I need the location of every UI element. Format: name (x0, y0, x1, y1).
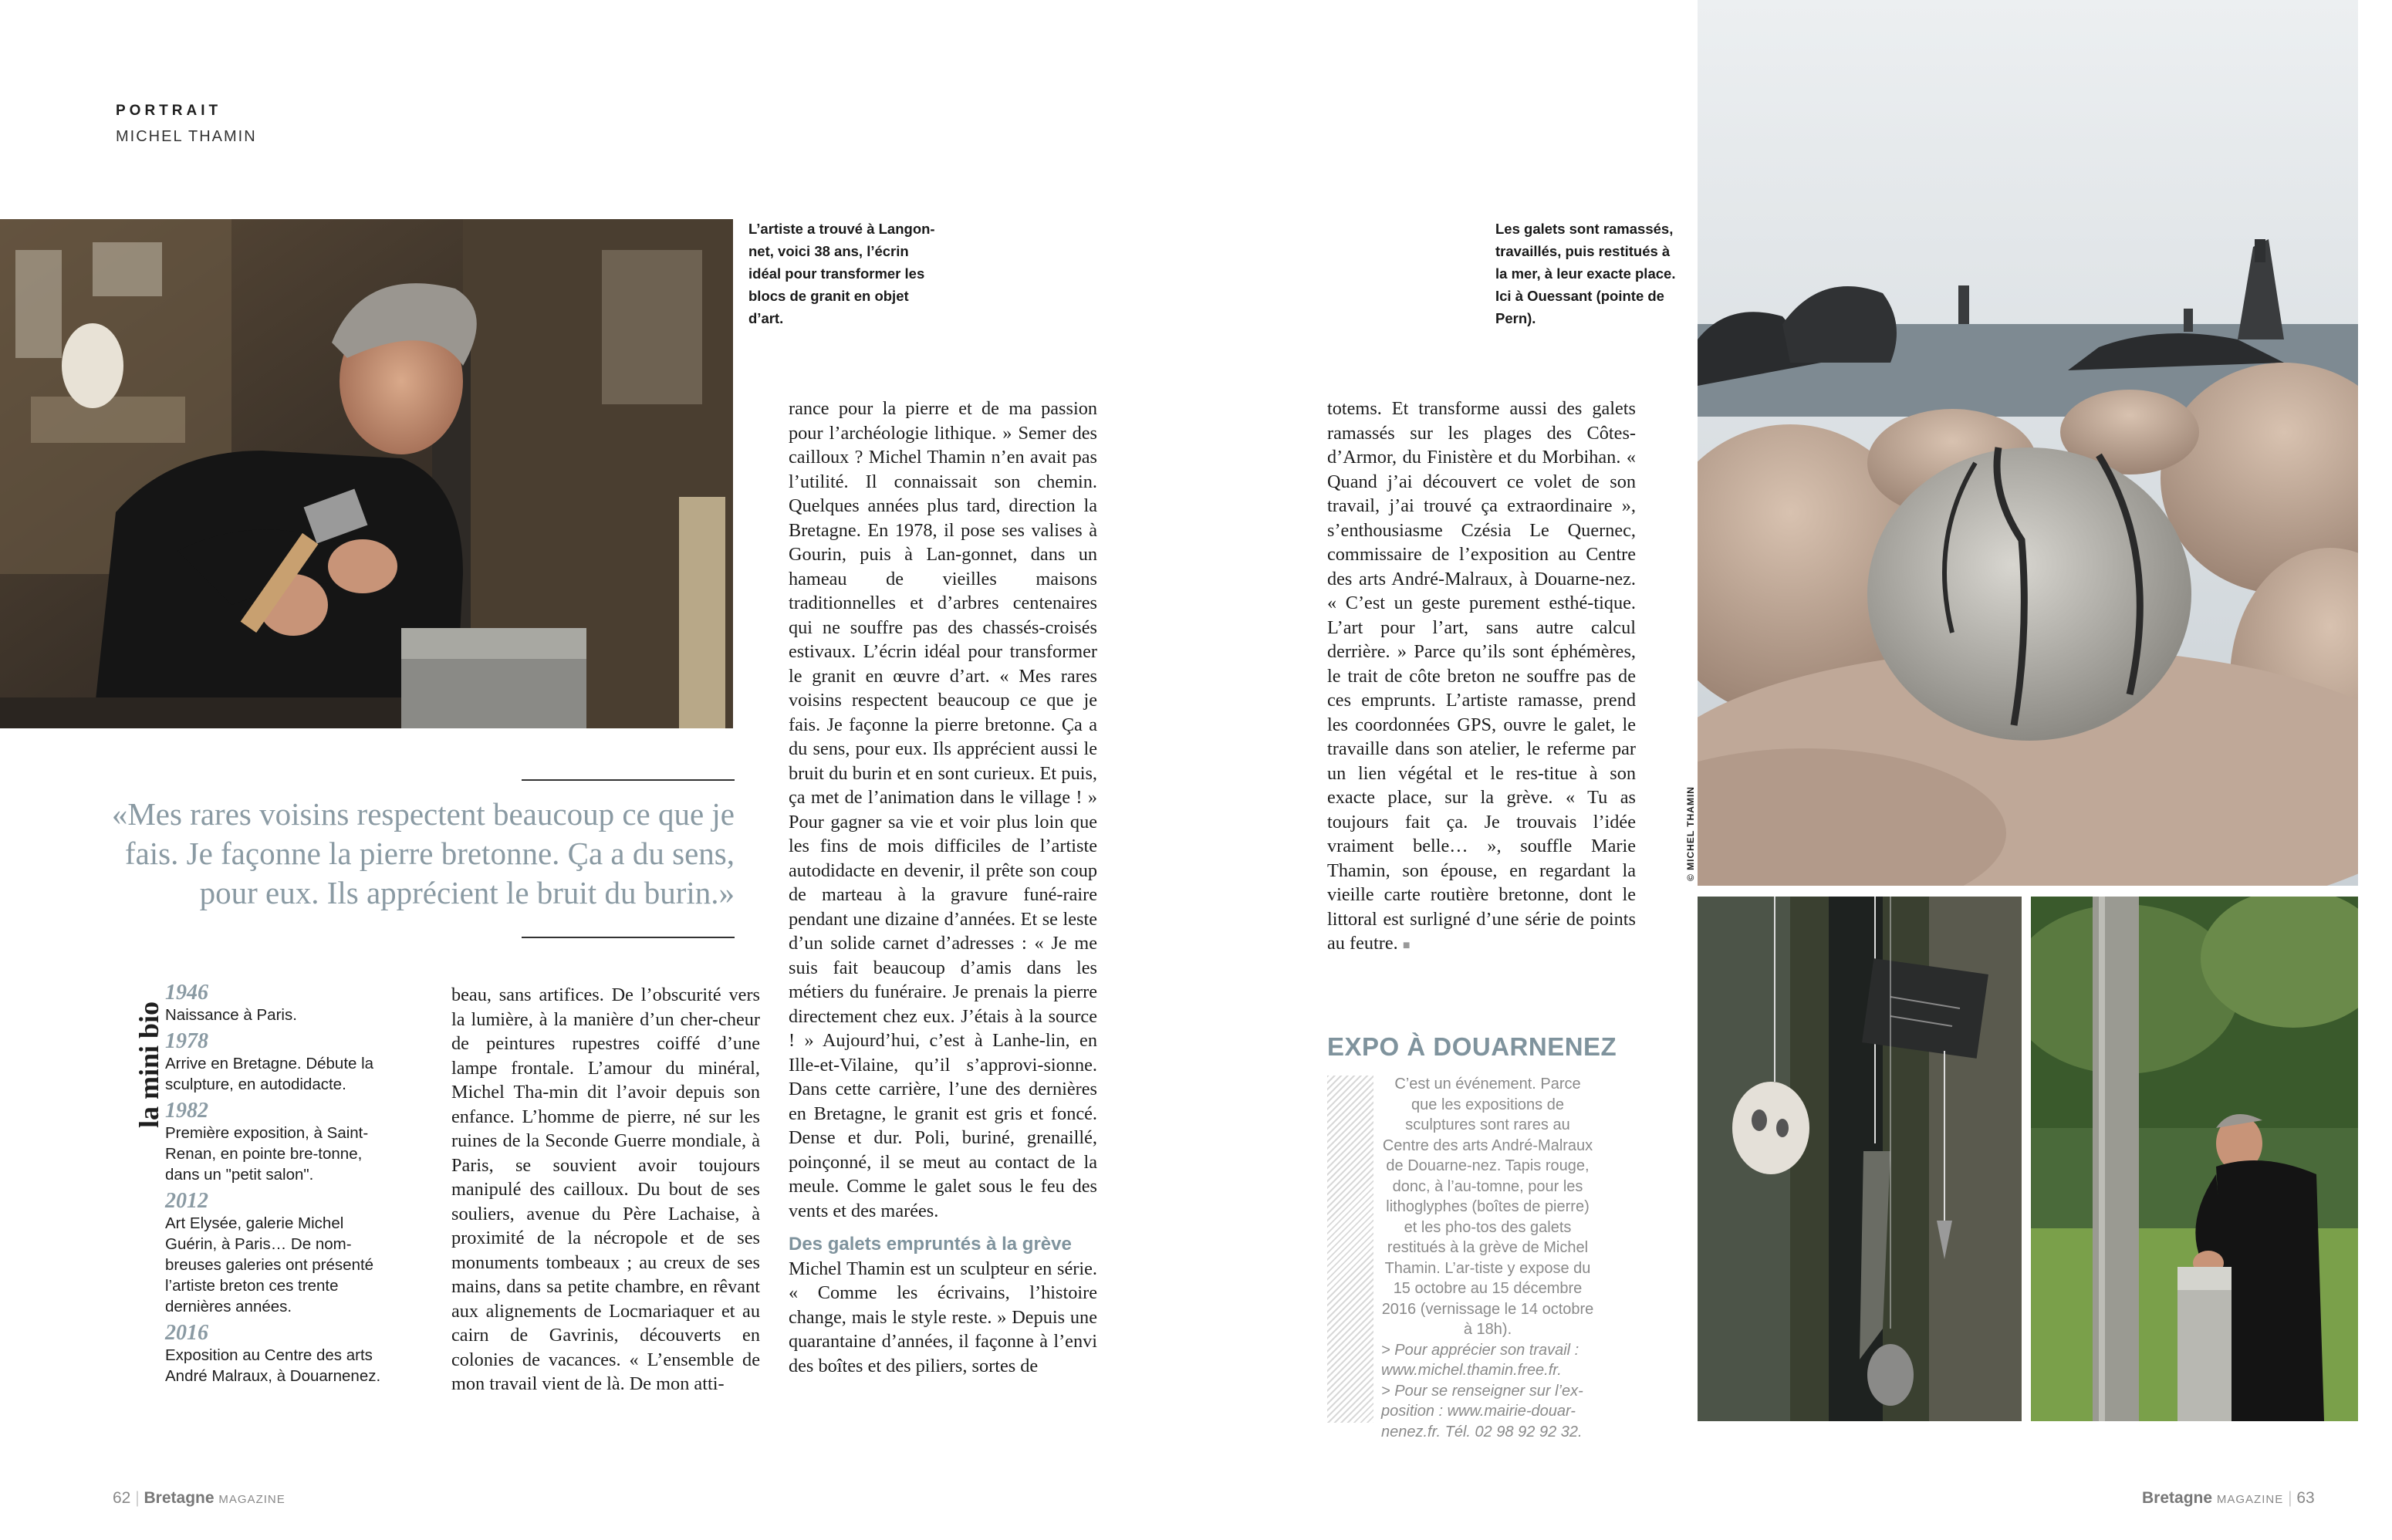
pullquote: «Mes rares voisins respectent beaucoup ce que je fais. Je façonne la pierre bretonne. Ça a du sens, pour eux. Ils apprécient le bruit du burin.» (111, 796, 735, 910)
pullquote-rule-top (522, 779, 735, 781)
photo-hanging-stones (1698, 897, 2022, 1421)
article-paragraph: beau, sans artifices. De l’obscurité vers la lumière, à la manière d’un cher-cheur de peintures rupestres coiffé d’une lampe frontale. L’amour du minéral, Michel Tha-min dit l’avoir depuis son enfance. L’homme de pierre, né sur les ruines de la Seconde Guerre mondiale, à Paris, se souvient avoir toujours manipulé des cailloux. Du bout de ses souliers, avenue du Père Lachaise, à proximité de la nécropole et de ses monuments tombeaux ; au creux de ses mains, dans sa petite chambre, en rêvant aux alignements de Locmariaquer et au cairn de Gavrinis, découverts en colonies de vacances. « L’ensemble de mon travail vient de là. De mon atti- (451, 984, 760, 1394)
article-paragraph: Michel Thamin est un sculpteur en série. « Comme les écrivains, l’histoire change, mais le style reste. » Depuis une quarantaine d’années, il façonne à l’envi des boîtes et des piliers, sortes de (789, 1258, 1097, 1376)
folio-left (113, 1489, 285, 1508)
expo-title: EXPO À DOUARNENEZ (1327, 1032, 1617, 1061)
magazine-label: MAGAZINE (218, 1493, 285, 1506)
photo-credit: © MICHEL THAMIN (1685, 786, 1696, 881)
minibio-year: 1982 (165, 1099, 208, 1123)
minibio-year: 2016 (165, 1321, 208, 1345)
end-mark-icon: ■ (1402, 939, 1411, 952)
folio-separator: | (2288, 1489, 2292, 1507)
page-number: 62 (113, 1489, 131, 1507)
minibio-text: Naissance à Paris. (165, 1006, 297, 1024)
magazine-brand: Bretagne (2142, 1489, 2213, 1507)
photo-pebble-ouessant (1698, 0, 2358, 886)
article-paragraph (1327, 397, 1636, 958)
expo-description: C’est un événement. Parce que les expositions de sculptures sont rares au Centre des arts André-Malraux de Douarne-nez. Tapis rouge, donc, à l’au-tomne, pour les lithoglyphes (boîtes de pierre) et les pho-tos des galets restitués à la grève de Michel Thamin. L’ar-tiste y expose du 15 octobre au 15 décembre 2016 (vernissage le 14 octobre à 18h). (1381, 1076, 1594, 1338)
minibio-text: Première exposition, à Saint-Renan, en pointe bre-tonne, dans un "petit salon". (165, 1124, 369, 1184)
minibio-year: 1946 (165, 981, 208, 1005)
caption-workshop: L’artiste a trouvé à Langon-net, voici 38 ans, l’écrin idéal pour transformer les blocs de granit en objet d’art. (748, 221, 935, 326)
photo-sculptor-workshop (0, 219, 733, 728)
caption-pebbles: Les galets sont ramassés, travaillés, puis restitués à la mer, à leur exacte place. Ici à Ouessant (pointe de Pern). (1495, 221, 1676, 326)
article-column-1 (451, 983, 760, 1396)
folio-separator: | (135, 1489, 140, 1507)
magazine-label: MAGAZINE (2216, 1493, 2284, 1506)
minibio-year: 2012 (165, 1189, 208, 1213)
article-text: totems. Et transforme aussi des galets ramassés sur les plages des Côtes-d’Armor, du Finistère et du Morbihan. « Quand j’ai découvert ce volet de son travail, j’ai trouvé ça extraordinaire », s’enthousiasme Czésia Le Quernec, commissaire de l’exposition au Centre des arts André-Malraux, à Douarne-nez. « C’est un geste purement esthé-tique. L’art pour l’art, sans autre calcul derrière. » Parce qu’ils sont éphémères, le trait de côte breton ne souffre pas de ces emprunts. L’artiste ramasse, prend les coordonnées GPS, ouvre le galet, le travaille dans son atelier, le referme par un lien végétal et le res-titue à son exacte place, sur la grève. « Tu as toujours fait ça. Je trouvais l’idée vraiment belle… », souffle Marie Thamin, son épouse, en regardant la vieille carte routière bretonne, dont le littoral est surligné d’une série de points au feutre. (1327, 398, 1636, 954)
minibio-year: 1978 (165, 1029, 208, 1053)
magazine-brand: Bretagne (144, 1489, 215, 1507)
rubric-label: PORTRAIT (116, 103, 222, 119)
minibio-list (165, 981, 389, 1391)
folio-right (2142, 1489, 2315, 1508)
article-paragraph: rance pour la pierre et de ma passion pour l’archéologie lithique. » Semer des cailloux ? Michel Thamin n’en avait pas l’utilité. Il connaissait son chemin. Quelques années plus tard, direction la Bretagne. En 1978, il pose ses valises à Gourin, puis à Lan-gonnet, dans un hameau de vieilles maisons traditionnelles et d’arbres centenaires qui ne souffre pas des chassés-croisés estivaux. L’écrin idéal pour transformer le granit en œuvre d’art. « Mes rares voisins respectent beaucoup ce que je fais. Je façonne la pierre bretonne. Ça a du sens, pour eux. Ils apprécient aussi le bruit du burin et en sont curieux. Et puis, ça met de l’animation dans le village ! » Pour gagner sa vie et voir plus loin que les fins de mois difficiles de l’artiste autodidacte en devenir, il prête son coup de marteau à la gravure funé-raire pendant une dizaine d’années. Et se leste d’un solide carnet d’adresses : « Je me suis fait beaucoup d’amis dans les métiers du funéraire. Je prenais la pierre directement chez eux. J’étais à la source ! » Aujourd’hui, c’est à Lanhe-lin, en Ille-et-Vilaine, qu’il s’approvi-sionne. Dans cette carrière, l’une des dernières en Bretagne, le granit est gris et foncé. Dense et dur. Poli, buriné, grenaillé, poinçonné, il se meut au contact de la meule. Comme le galet sous le feu des vents et des marées. (789, 398, 1097, 1221)
expo-link-website[interactable]: > Pour apprécier son travail : www.michel.thamin.free.fr. (1381, 1341, 1579, 1379)
minibio-text: Exposition au Centre des arts André Malraux, à Douarnenez. (165, 1346, 381, 1385)
article-column-3 (1327, 397, 1636, 958)
article-subhead: Des galets empruntés à la grève (789, 1234, 1072, 1255)
page-number: 63 (2296, 1489, 2315, 1507)
expo-hatch-decoration (1327, 1076, 1373, 1423)
expo-box (1381, 1074, 1594, 1442)
minibio-text: Arrive en Bretagne. Débute la sculpture, en autodidacte. (165, 1055, 374, 1093)
article-column-2 (789, 397, 1097, 1378)
expo-link-mairie[interactable]: > Pour se renseigner sur l’ex-position : www.mairie-douar-nenez.fr. Tél. 02 98 92 92 32. (1381, 1382, 1583, 1440)
minibio-text: Art Elysée, galerie Michel Guérin, à Paris… De nom-breuses galeries ont présenté l’artiste breton ces trente dernières années. (165, 1214, 374, 1315)
photo-sculptor-pillar (2031, 897, 2358, 1421)
pullquote-rule-bottom (522, 937, 735, 938)
minibio-title: la mini bio (133, 1001, 164, 1128)
portrait-subject: MICHEL THAMIN (116, 128, 257, 145)
